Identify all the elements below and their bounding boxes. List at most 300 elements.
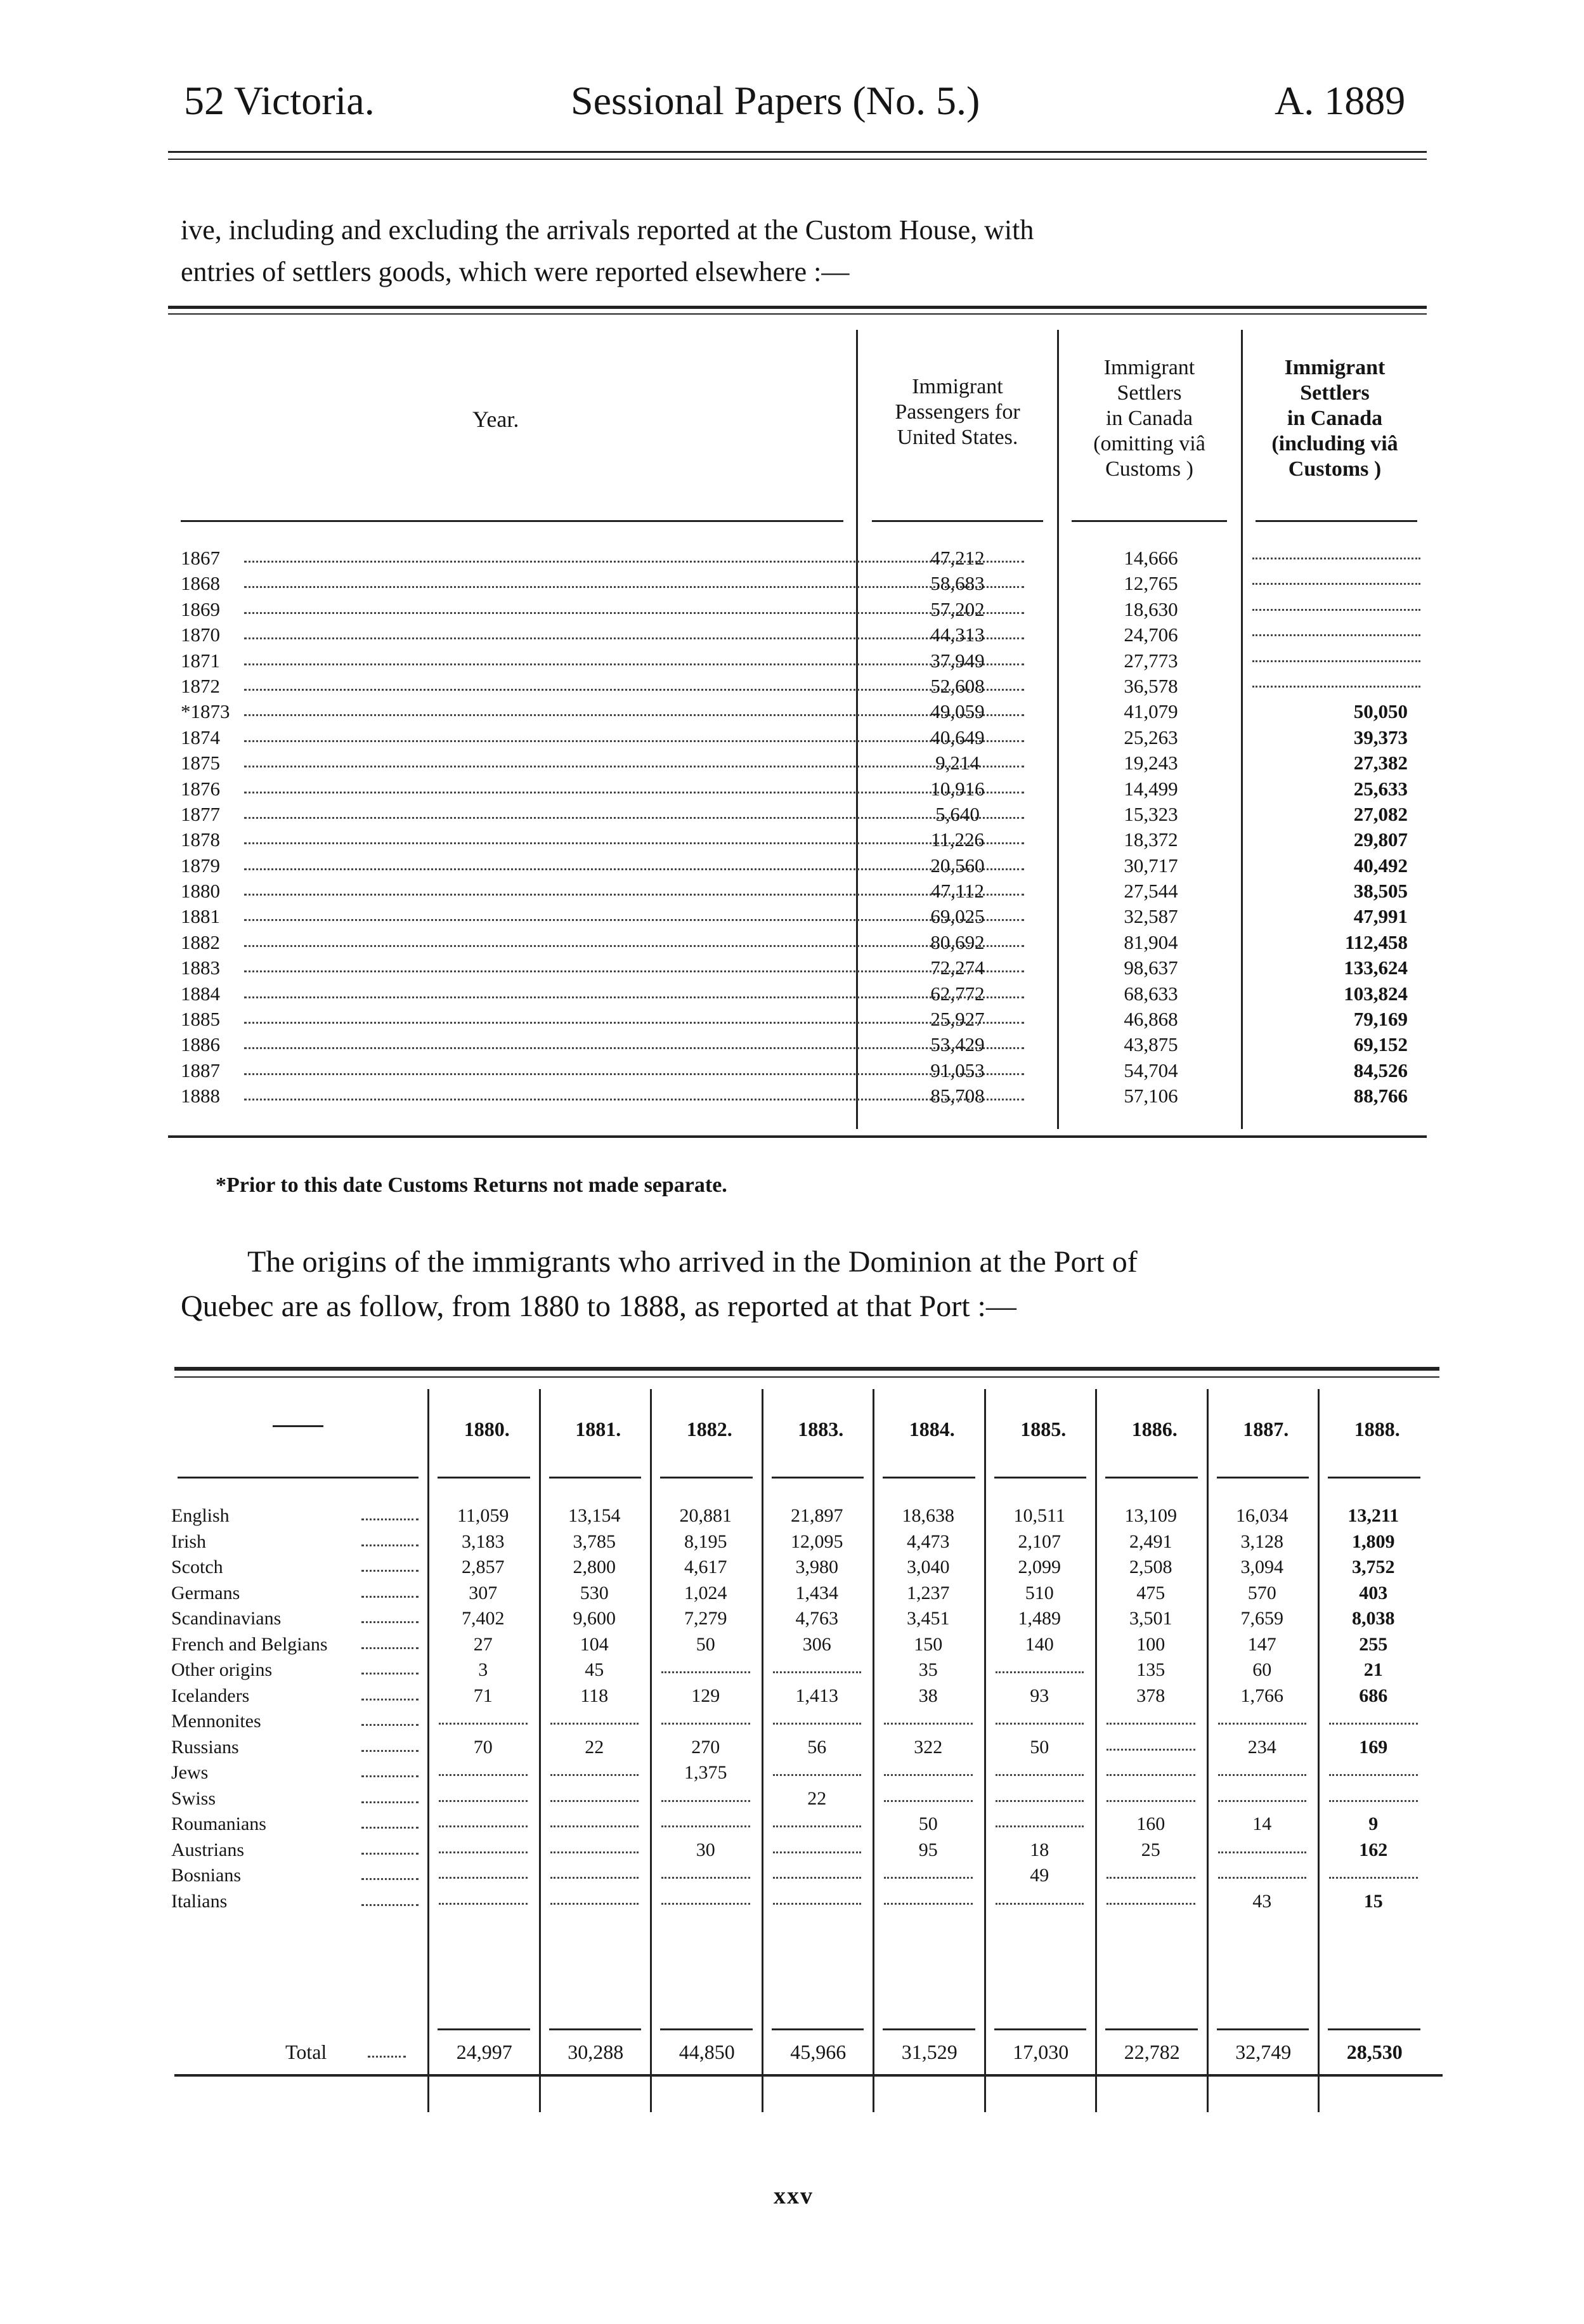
dot-leader: [361, 1647, 419, 1649]
settlers-omitting-cell: 32,587: [1124, 905, 1178, 928]
origin-value-cell: 9: [1368, 1813, 1379, 1834]
passengers-us-header: [859, 374, 1056, 450]
table2-header-rule: [1328, 1477, 1420, 1479]
origin-value-cell: 70: [473, 1736, 493, 1758]
origin-label: Jews: [171, 1762, 209, 1783]
origin-value-cell: [550, 1760, 639, 1776]
settlers-omitting-cell: 54,704: [1124, 1059, 1178, 1081]
origin-value-cell: [439, 1838, 528, 1853]
table1-header-rule: [181, 520, 843, 522]
year-cell: 1874: [181, 726, 220, 748]
origin-value-cell: 2,491: [1129, 1531, 1172, 1552]
origins-line-2: Quebec are as follow, from 1880 to 1888, as reported at that Port :—: [181, 1289, 1016, 1323]
passengers-us-cell: 69,025: [930, 905, 985, 928]
page-number: xxv: [774, 2183, 814, 2209]
settlers-omitting-cell: 15,323: [1124, 802, 1178, 825]
origin-value-cell: 18,638: [902, 1505, 954, 1526]
origin-value-cell: [996, 1786, 1084, 1802]
table1-top-rule: [168, 306, 1427, 309]
origin-value-cell: [550, 1812, 639, 1827]
origin-value-cell: [1107, 1786, 1195, 1802]
origin-value-cell: [1329, 1786, 1418, 1802]
origin-value-cell: [884, 1786, 973, 1802]
settlers-including-cell: 50,050: [1353, 700, 1408, 723]
header-line: in Canada: [1106, 407, 1193, 430]
origin-label: English: [171, 1505, 230, 1526]
settlers-omitting-cell: 98,637: [1124, 956, 1178, 979]
origin-value-cell: 162: [1359, 1839, 1388, 1860]
dot-leader: [361, 1853, 419, 1855]
passengers-us-cell: 58,683: [930, 572, 985, 595]
origin-value-cell: 50: [696, 1633, 715, 1655]
origin-value-cell: 169: [1359, 1736, 1388, 1758]
settlers-omitting-cell: 46,868: [1124, 1008, 1178, 1031]
origin-value-cell: [1218, 1863, 1307, 1879]
origin-value-cell: 475: [1136, 1582, 1165, 1603]
origin-label: Icelanders: [171, 1685, 250, 1706]
origin-value-cell: 35: [918, 1659, 938, 1680]
settlers-omitting-cell: 41,079: [1124, 700, 1178, 723]
settlers-including-cell: 133,624: [1344, 956, 1408, 979]
origin-value-cell: [661, 1812, 750, 1827]
origin-value-cell: [1329, 1709, 1418, 1725]
origin-value-cell: 50: [1030, 1736, 1049, 1758]
header-volume: 52 Victoria.: [184, 78, 375, 123]
origin-value-cell: 270: [691, 1736, 720, 1758]
origin-value-cell: 4,617: [684, 1557, 727, 1577]
origin-value-cell: 7,279: [684, 1608, 727, 1629]
origin-value-cell: 8,038: [1352, 1608, 1395, 1629]
year-header: 1886.: [1131, 1418, 1178, 1440]
origin-value-cell: [996, 1657, 1084, 1673]
settlers-including-cell: [1252, 571, 1420, 585]
table2-row: [171, 1812, 1446, 1838]
total-value-cell: 17,030: [1013, 2040, 1069, 2063]
header-session: A. 1889: [1275, 78, 1406, 123]
table1-row: [181, 827, 1427, 852]
table1-row: [181, 776, 1427, 802]
total-value-cell: 31,529: [901, 2040, 958, 2063]
table2-total-rule: [883, 2028, 975, 2030]
origin-value-cell: 12,095: [791, 1531, 843, 1552]
origin-value-cell: 7,402: [462, 1608, 505, 1629]
origin-value-cell: 45: [585, 1659, 604, 1680]
origin-value-cell: 403: [1359, 1582, 1388, 1603]
origins-paragraph: [181, 1240, 1424, 1329]
origin-label: Germans: [171, 1582, 240, 1603]
table2-row: [171, 1503, 1446, 1529]
table2-header-rule: [772, 1477, 864, 1479]
origin-value-cell: [773, 1863, 862, 1879]
passengers-us-cell: 9,214: [935, 752, 980, 774]
year-cell: *1873: [181, 700, 230, 723]
intro-line-1: ive, including and excluding the arrivals reported at the Custom House, with: [181, 214, 1034, 245]
passengers-us-cell: 10,916: [930, 777, 985, 800]
passengers-us-cell: 91,053: [930, 1059, 985, 1081]
origin-value-cell: 16,034: [1236, 1505, 1289, 1526]
origin-value-cell: [773, 1812, 862, 1827]
table1-row: [181, 981, 1427, 1007]
origin-value-cell: [550, 1889, 639, 1905]
origin-value-cell: [550, 1709, 639, 1725]
year-cell: 1879: [181, 854, 220, 877]
settlers-omitting-cell: 57,106: [1124, 1085, 1178, 1107]
table2-row: [171, 1683, 1446, 1709]
settlers-including-cell: 38,505: [1353, 880, 1408, 903]
header-line: Passengers for: [895, 400, 1020, 424]
year-cell: 1871: [181, 649, 220, 672]
origin-value-cell: [1218, 1760, 1307, 1776]
origin-value-cell: [773, 1760, 862, 1776]
origin-label: French and Belgians: [171, 1633, 328, 1655]
origin-label: Mennonites: [171, 1711, 261, 1732]
table1-row: [181, 878, 1427, 904]
settlers-including-cell: 39,373: [1353, 726, 1408, 748]
year-header: 1888.: [1354, 1418, 1400, 1440]
table2-total-row: [171, 2033, 1446, 2071]
passengers-us-cell: 47,212: [930, 547, 985, 569]
origin-value-cell: [661, 1786, 750, 1802]
passengers-us-cell: 72,274: [930, 956, 985, 979]
passengers-us-cell: 57,202: [930, 597, 985, 620]
origin-value-cell: 118: [580, 1685, 609, 1706]
year-header: 1880.: [464, 1418, 510, 1440]
origin-value-cell: [1107, 1735, 1195, 1751]
origin-value-cell: [550, 1838, 639, 1853]
settlers-omitting-header: [1059, 355, 1240, 482]
origin-value-cell: 530: [580, 1582, 609, 1603]
table2-header-rule: [178, 1477, 419, 1479]
origin-value-cell: [439, 1863, 528, 1879]
origin-label: Roumanians: [171, 1813, 266, 1834]
origin-value-cell: 1,434: [795, 1582, 838, 1603]
origin-value-cell: [773, 1838, 862, 1853]
origin-value-cell: 1,024: [684, 1582, 727, 1603]
origin-value-cell: 129: [691, 1685, 720, 1706]
origin-value-cell: [773, 1709, 862, 1725]
table2-row: [171, 1786, 1446, 1812]
settlers-omitting-cell: 25,263: [1124, 726, 1178, 748]
origin-value-cell: [884, 1863, 973, 1879]
table1-row: [181, 674, 1427, 699]
origin-value-cell: 3,451: [907, 1608, 950, 1629]
header-line: (omitting viâ: [1093, 432, 1205, 455]
origin-value-cell: 11,059: [457, 1505, 509, 1526]
origin-value-cell: 1,809: [1352, 1531, 1395, 1552]
table2-row: [171, 1735, 1446, 1761]
settlers-including-cell: 79,169: [1353, 1008, 1408, 1031]
table1-bottom-rule: [168, 1135, 1427, 1138]
table2-row: [171, 1555, 1446, 1581]
total-value-cell: 30,288: [568, 2040, 624, 2063]
settlers-including-cell: 47,991: [1353, 905, 1408, 928]
header-line: Immigrant: [1284, 356, 1386, 379]
origin-value-cell: [439, 1760, 528, 1776]
table1-row: [181, 904, 1427, 929]
origin-value-cell: 4,473: [907, 1531, 950, 1552]
origin-value-cell: [996, 1709, 1084, 1725]
settlers-including-cell: 29,807: [1353, 828, 1408, 851]
dot-leader: [361, 1518, 419, 1520]
year-cell: 1884: [181, 982, 220, 1005]
table2-total-rule: [438, 2028, 530, 2030]
origin-value-cell: 4,763: [795, 1608, 838, 1629]
origin-value-cell: [773, 1657, 862, 1673]
table2-header-rule: [438, 1477, 530, 1479]
settlers-including-cell: 88,766: [1353, 1085, 1408, 1107]
table2-row: [171, 1760, 1446, 1786]
table2-total-rule: [772, 2028, 864, 2030]
settlers-table: [181, 330, 1427, 1129]
origin-label: Other origins: [171, 1659, 273, 1680]
origin-value-cell: 686: [1359, 1685, 1388, 1706]
table1-row: [181, 853, 1427, 878]
year-cell: 1869: [181, 597, 220, 620]
year-cell: 1880: [181, 880, 220, 903]
table1-row: [181, 622, 1427, 648]
year-cell: 1876: [181, 777, 220, 800]
settlers-omitting-cell: 81,904: [1124, 930, 1178, 953]
origin-value-cell: 255: [1359, 1633, 1388, 1655]
origin-value-cell: 21: [1363, 1659, 1383, 1680]
origin-value-cell: [1107, 1863, 1195, 1879]
total-value-cell: 28,530: [1346, 2040, 1403, 2063]
origin-value-cell: 27: [473, 1633, 493, 1655]
origin-value-cell: 14: [1252, 1813, 1272, 1834]
origin-value-cell: 1,237: [907, 1582, 950, 1603]
dot-leader: [361, 1827, 419, 1829]
table2-total-rule: [1217, 2028, 1309, 2030]
year-header: 1883.: [798, 1418, 844, 1440]
year-cell: 1888: [181, 1085, 220, 1107]
origin-value-cell: 15: [1363, 1890, 1383, 1912]
table1-body: [181, 545, 1427, 1109]
year-header: 1887.: [1243, 1418, 1289, 1440]
table1-row: [181, 955, 1427, 981]
year-cell: 1868: [181, 572, 220, 595]
settlers-omitting-cell: 18,372: [1124, 828, 1178, 851]
origin-value-cell: 22: [807, 1787, 827, 1809]
table1-row: [181, 1032, 1427, 1057]
origins-table: [171, 1351, 1446, 2150]
table1-row: [181, 725, 1427, 750]
header-line: in Canada: [1287, 407, 1383, 430]
settlers-including-cell: 112,458: [1344, 930, 1408, 953]
header-line: United States.: [897, 426, 1018, 449]
origin-value-cell: 306: [802, 1633, 831, 1655]
year-cell: 1883: [181, 956, 220, 979]
table2-total-rule: [994, 2028, 1087, 2030]
origin-value-cell: [996, 1889, 1084, 1905]
origin-value-cell: 3,040: [907, 1557, 950, 1577]
origin-value-cell: 7,659: [1240, 1608, 1283, 1629]
table2-total-rule: [549, 2028, 642, 2030]
origin-value-cell: 13,211: [1347, 1505, 1399, 1526]
origin-label: Irish: [171, 1531, 206, 1552]
settlers-including-cell: [1252, 597, 1420, 611]
year-header: 1881.: [575, 1418, 621, 1440]
origin-value-cell: 93: [1030, 1685, 1049, 1706]
dot-leader: [361, 1621, 419, 1623]
dot-leader: [361, 1724, 419, 1726]
settlers-omitting-cell: 19,243: [1124, 752, 1178, 774]
settlers-including-cell: [1252, 648, 1420, 662]
table1-header-rule: [1072, 520, 1227, 522]
origin-value-cell: 30: [696, 1839, 715, 1860]
origin-value-cell: 322: [914, 1736, 943, 1758]
table2-row: [171, 1529, 1446, 1555]
settlers-including-cell: 27,382: [1353, 752, 1408, 774]
origin-label: Scotch: [171, 1557, 223, 1577]
settlers-including-cell: 27,082: [1353, 802, 1408, 825]
table2-row: [171, 1581, 1446, 1607]
origin-value-cell: [1218, 1709, 1307, 1725]
table2-header-rule: [549, 1477, 642, 1479]
settlers-omitting-cell: 12,765: [1124, 572, 1178, 595]
year-header: 1882.: [686, 1418, 732, 1440]
origin-value-cell: 510: [1025, 1582, 1054, 1603]
origin-value-cell: 2,857: [462, 1557, 505, 1577]
settlers-omitting-cell: 36,578: [1124, 674, 1178, 697]
passengers-us-cell: 52,608: [930, 674, 985, 697]
table2-header-rule: [660, 1477, 753, 1479]
origin-value-cell: 9,600: [573, 1608, 616, 1629]
origin-value-cell: 3: [478, 1659, 488, 1680]
settlers-including-cell: [1252, 622, 1420, 636]
origin-value-cell: [996, 1760, 1084, 1776]
table2-header-rule: [1105, 1477, 1198, 1479]
total-value-cell: 22,782: [1124, 2040, 1180, 2063]
header-line: Immigrant: [1103, 356, 1195, 379]
origin-value-cell: 18: [1030, 1839, 1049, 1860]
origin-value-cell: [1107, 1889, 1195, 1905]
settlers-including-cell: 103,824: [1344, 982, 1408, 1005]
origin-value-cell: 95: [918, 1839, 938, 1860]
header-line: Customs ): [1288, 457, 1382, 481]
total-value-cell: 24,997: [456, 2040, 512, 2063]
dot-leader: [361, 1801, 419, 1803]
year-cell: 1882: [181, 930, 220, 953]
table1-header-rule: [1256, 520, 1417, 522]
settlers-including-header: [1243, 355, 1427, 482]
passengers-us-cell: 85,708: [930, 1085, 985, 1107]
year-header: 1885.: [1020, 1418, 1067, 1440]
origin-value-cell: 13,154: [568, 1505, 621, 1526]
origin-value-cell: [773, 1889, 862, 1905]
dot-leader: [361, 1699, 419, 1701]
table2-row: [171, 1657, 1446, 1683]
year-cell: 1878: [181, 828, 220, 851]
origin-value-cell: 13,109: [1124, 1505, 1177, 1526]
origin-value-cell: 25: [1141, 1839, 1160, 1860]
table1-row: [181, 545, 1427, 571]
year-header: 1884.: [909, 1418, 955, 1440]
table2-header-rule: [883, 1477, 975, 1479]
passengers-us-cell: 49,059: [930, 700, 985, 723]
table2-header-rule: [994, 1477, 1087, 1479]
year-cell: 1872: [181, 674, 220, 697]
origin-value-cell: 3,183: [462, 1531, 505, 1552]
origin-value-cell: [996, 1812, 1084, 1827]
total-leader: [368, 2056, 406, 2058]
origin-value-cell: 3,128: [1240, 1531, 1283, 1552]
origin-value-cell: [550, 1786, 639, 1802]
dot-leader: [361, 1673, 419, 1674]
settlers-omitting-cell: 27,544: [1124, 880, 1178, 903]
settlers-omitting-cell: 18,630: [1124, 597, 1178, 620]
origin-value-cell: 56: [807, 1736, 827, 1758]
origin-value-cell: 71: [473, 1685, 493, 1706]
table1-row: [181, 699, 1427, 724]
year-cell: 1877: [181, 802, 220, 825]
passengers-us-cell: 62,772: [930, 982, 985, 1005]
origin-value-cell: 160: [1136, 1813, 1165, 1834]
settlers-including-cell: [1252, 674, 1420, 688]
table1-row: [181, 1083, 1427, 1109]
header-line: Settlers: [1300, 381, 1370, 405]
origin-label: Italians: [171, 1890, 228, 1912]
table2-total-rule: [660, 2028, 753, 2030]
table1-row: [181, 597, 1427, 622]
settlers-omitting-cell: 30,717: [1124, 854, 1178, 877]
table2-row: [171, 1863, 1446, 1889]
origin-value-cell: 1,766: [1240, 1685, 1283, 1706]
passengers-us-cell: 20,560: [930, 854, 985, 877]
table1-header-rule: [872, 520, 1043, 522]
settlers-omitting-cell: 68,633: [1124, 982, 1178, 1005]
origin-value-cell: 2,508: [1129, 1557, 1172, 1577]
origin-value-cell: 100: [1136, 1633, 1165, 1655]
settlers-including-cell: [1252, 545, 1420, 559]
origin-value-cell: 43: [1252, 1890, 1272, 1912]
year-cell: 1870: [181, 623, 220, 646]
origin-value-cell: [884, 1889, 973, 1905]
year-cell: 1885: [181, 1008, 220, 1031]
passengers-us-cell: 44,313: [930, 623, 985, 646]
header-line: (including viâ: [1271, 432, 1398, 455]
dot-leader: [361, 1596, 419, 1598]
origin-value-cell: 3,501: [1129, 1608, 1172, 1629]
settlers-omitting-cell: 27,773: [1124, 649, 1178, 672]
table2-row: [171, 1606, 1446, 1632]
dot-leader: [361, 1750, 419, 1752]
settlers-omitting-cell: 14,666: [1124, 547, 1178, 569]
origin-value-cell: 150: [914, 1633, 943, 1655]
origin-value-cell: 140: [1025, 1633, 1054, 1655]
table2-total-rule: [1328, 2028, 1420, 2030]
year-cell: 1886: [181, 1033, 220, 1056]
year-cell: 1881: [181, 905, 220, 928]
dot-leader: [361, 1544, 419, 1546]
table2-header-rule: [1217, 1477, 1309, 1479]
dot-leader: [361, 1570, 419, 1572]
passengers-us-cell: 80,692: [930, 930, 985, 953]
intro-line-2: entries of settlers goods, which were reported elsewhere :—: [181, 256, 850, 287]
settlers-including-cell: 40,492: [1353, 854, 1408, 877]
table1-top-rule-thin: [168, 313, 1427, 315]
origin-value-cell: [1107, 1760, 1195, 1776]
table2-row: [171, 1709, 1446, 1735]
origin-value-cell: 570: [1247, 1582, 1276, 1603]
origin-value-cell: 104: [580, 1633, 609, 1655]
origin-value-cell: [884, 1709, 973, 1725]
origin-value-cell: [439, 1812, 528, 1827]
settlers-omitting-cell: 24,706: [1124, 623, 1178, 646]
corner-dash: [273, 1425, 323, 1427]
table2-bottom-rule: [174, 2074, 1443, 2077]
table1-row: [181, 1058, 1427, 1083]
origin-value-cell: [661, 1709, 750, 1725]
